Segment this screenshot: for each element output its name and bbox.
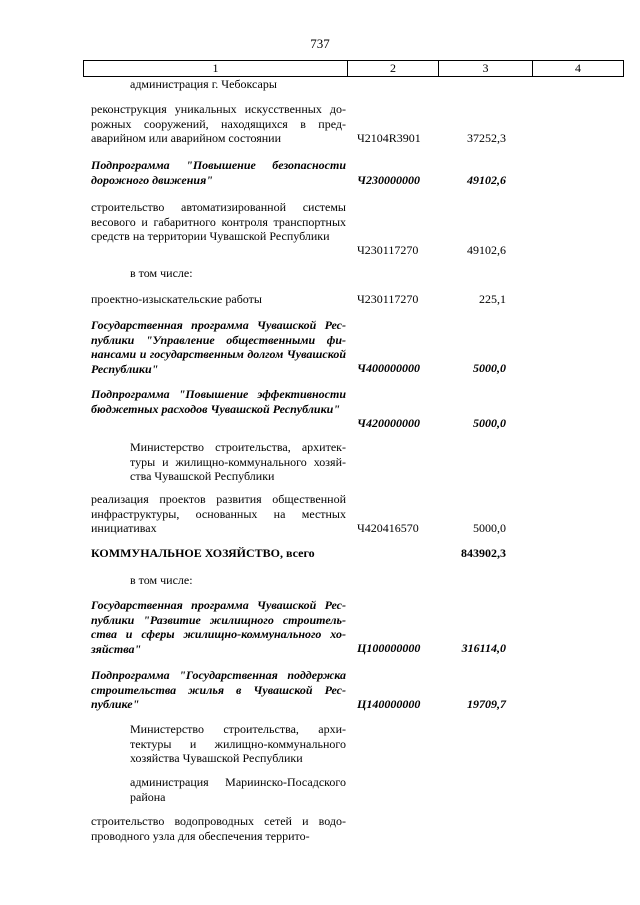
row-amount: 19709,7 <box>467 697 506 711</box>
row-text: в том числе: <box>130 266 193 280</box>
row-amount: 316114,0 <box>461 641 506 655</box>
row-text: Подпрограмма "Повышение эффективности бюджетных расходов Чувашской Республики" <box>91 387 346 416</box>
row-text: проектно-изыскательские работы <box>91 292 262 306</box>
row-text: Министерство строительства, архитектуры и жилищно-коммунального хозяйства Чувашской Республики <box>130 722 346 766</box>
row-text: администрация Мариинско-Посадского района <box>130 775 346 804</box>
row-text: в том числе: <box>130 573 193 587</box>
row-code: Ц140000000 <box>357 697 421 711</box>
row-text: реализация проектов развития общественной инфраструктуры, основанных на местных инициативах <box>91 492 346 536</box>
header-col-4: 4 <box>532 61 623 76</box>
row-code: Ч420000000 <box>357 416 420 430</box>
row-amount: 5000,0 <box>473 416 506 430</box>
row-code: Ч230000000 <box>357 173 420 187</box>
row-text: строительство автоматизированной системы весового и габаритного контроля транспортных средств на территории Чувашской Республики <box>91 200 346 244</box>
row-code: Ч420416570 <box>357 521 419 535</box>
row-amount: 843902,3 <box>461 546 506 560</box>
row-amount: 49102,6 <box>467 243 506 257</box>
row-code: Ч2104R3901 <box>357 131 421 145</box>
row-code: Ч400000000 <box>357 361 420 375</box>
row-amount: 5000,0 <box>473 521 506 535</box>
row-code: Ч230117270 <box>357 243 419 257</box>
row-text: Государственная программа Чувашской Республики "Управление общественными финансами и государственным долгом Чувашской Республики" <box>91 318 346 376</box>
row-amount: 225,1 <box>479 292 506 306</box>
header-col-3: 3 <box>438 61 532 76</box>
header-col-2: 2 <box>347 61 438 76</box>
section-title: КОММУНАЛЬНОЕ ХОЗЯЙСТВО, всего <box>91 546 315 560</box>
row-code: Ц100000000 <box>357 641 421 655</box>
row-text: Подпрограмма "Государственная поддержка строительства жилья в Чувашской Республике" <box>91 668 346 712</box>
page-number: 737 <box>310 36 330 51</box>
row-amount: 49102,6 <box>467 173 506 187</box>
row-text: Государственная программа Чувашской Республики "Развитие жилищного строительства и сферы жилищно-коммунального хозяйства" <box>91 598 346 656</box>
row-text: реконструкция уникальных искусственных дорожных сооружений, находящихся в предаварийном или аварийном состоянии <box>91 102 346 146</box>
row-text: строительство водопроводных сетей и водопроводного узла для обеспечения террито- <box>91 814 346 843</box>
row-code: Ч230117270 <box>357 292 419 306</box>
row-text: Министерство строительства, архитектуры и жилищно-коммунального хозяйства Чувашской Республики <box>130 440 346 484</box>
row-amount: 37252,3 <box>467 131 506 145</box>
row-amount: 5000,0 <box>473 361 506 375</box>
table-header-row <box>83 60 624 77</box>
row-text: администрация г. Чебоксары <box>130 77 277 91</box>
row-text: Подпрограмма "Повышение безопасности дорожного движения" <box>91 158 346 187</box>
header-col-1: 1 <box>212 61 219 75</box>
